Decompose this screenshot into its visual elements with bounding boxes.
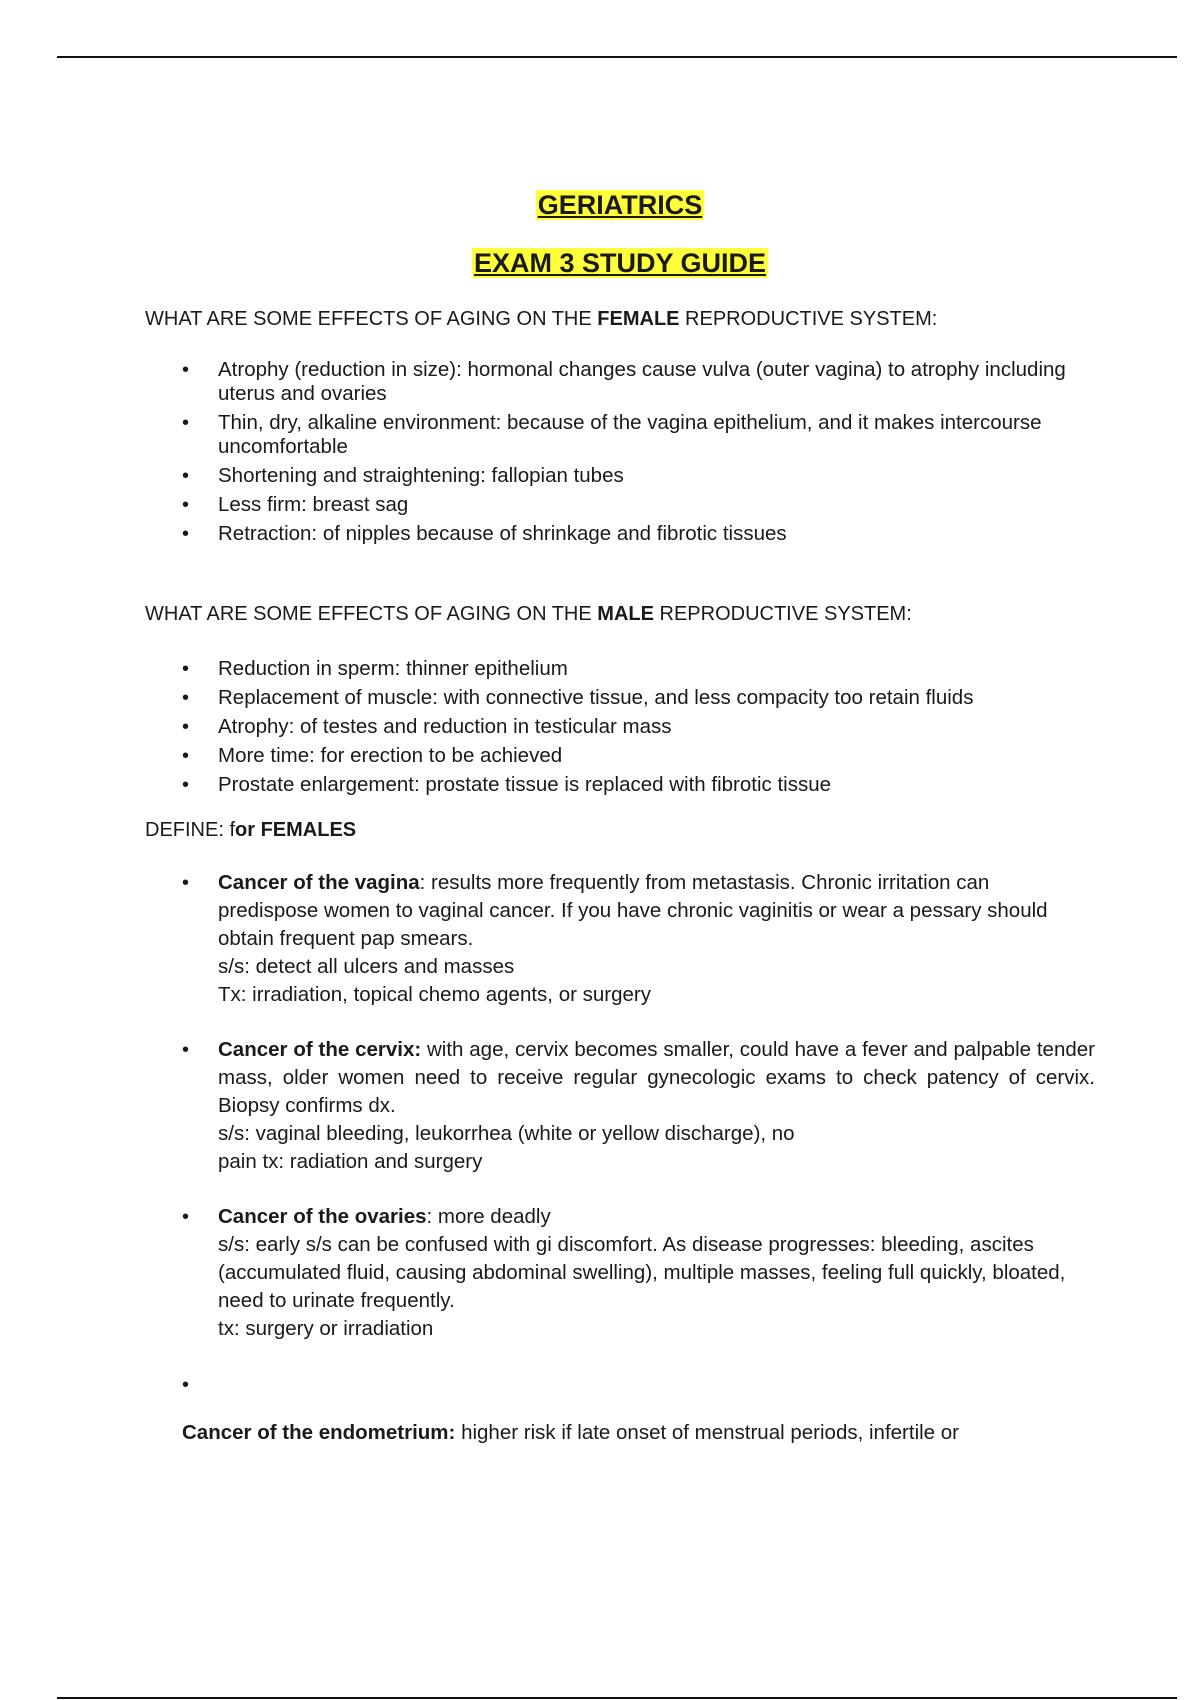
definition-item-ovaries	[145, 1203, 1095, 1343]
definition-line: s/s: detect all ulcers and masses	[218, 955, 515, 978]
definition-term: Cancer of the endometrium:	[182, 1420, 456, 1444]
male-heading: WHAT ARE SOME EFFECTS OF AGING ON THE MALE REPRODUCTIVE SYSTEM:	[145, 603, 912, 625]
definition-item-cervix	[145, 1036, 1095, 1176]
document-body	[145, 188, 1095, 1467]
definition-term: Cancer of the cervix:	[218, 1038, 422, 1061]
list-item: • Less firm: breast sag	[145, 493, 1095, 517]
definition-desc: higher risk if late onset of menstrual periods, infertile or	[455, 1420, 959, 1444]
list-item: • Atrophy (reduction in size): hormonal changes cause vulva (outer vagina) to atrophy including uterus and ovaries	[145, 358, 1095, 406]
definition-line: Tx: irradiation, topical chemo agents, or surgery	[218, 983, 651, 1006]
list-item: • More time: for erection to be achieved	[145, 744, 1095, 768]
list-item: • Replacement of muscle: with connective tissue, and less compacity too retain fluids	[145, 686, 1095, 710]
female-heading: WHAT ARE SOME EFFECTS OF AGING ON THE FEMALE REPRODUCTIVE SYSTEM:	[145, 308, 938, 330]
page-title: GERIATRICS	[537, 190, 703, 220]
definition-line: pain tx: radiation and surgery	[218, 1150, 483, 1173]
page-subtitle: EXAM 3 STUDY GUIDE	[473, 248, 767, 278]
list-item: • Reduction in sperm: thinner epithelium	[145, 657, 1095, 681]
empty-bullet	[145, 1370, 1095, 1398]
list-item: • Thin, dry, alkaline environment: because of the vagina epithelium, and it makes intercourse uncomfortable	[145, 411, 1095, 459]
female-effects-list	[145, 358, 1095, 546]
list-item: • Shortening and straightening: fallopian tubes	[145, 464, 1095, 488]
definition-item-vagina	[145, 869, 1095, 1009]
definition-line: tx: surgery or irradiation	[218, 1317, 434, 1340]
male-effects-list	[145, 657, 1095, 797]
list-item: • Atrophy: of testes and reduction in testicular mass	[145, 715, 1095, 739]
definition-desc: with age, cervix becomes smaller, could have a fever and palpable tender mass, older women need to receive regular gynecologic exams to check patency of cervix. Biopsy confirms dx.	[218, 1038, 1095, 1117]
list-item: • Retraction: of nipples because of shrinkage and fibrotic tissues	[145, 522, 1095, 546]
list-item: • Prostate enlargement: prostate tissue is replaced with fibrotic tissue	[145, 773, 1095, 797]
definition-line: s/s: early s/s can be confused with gi discomfort. As disease progresses: bleeding, ascites (accumulated fluid, causing abdominal swelling), multiple masses, feeling full quickly, bloated, need to urinate frequently.	[218, 1233, 1066, 1312]
define-heading: DEFINE: for FEMALES	[145, 819, 357, 841]
top-rule	[57, 56, 1177, 58]
definition-desc: : more deadly	[426, 1205, 551, 1228]
bottom-rule	[57, 1697, 1177, 1699]
definitions-list	[145, 869, 1095, 1343]
definition-line: s/s: vaginal bleeding, leukorrhea (white or yellow discharge), no	[218, 1122, 795, 1145]
definition-term: Cancer of the vagina	[218, 871, 420, 894]
definition-item-endometrium	[182, 1419, 1095, 1447]
definition-desc: : results more frequently from metastasis. Chronic irritation can predispose women to vaginal cancer. If you have chronic vaginitis or wear a pessary should obtain frequent pap smears.	[218, 871, 1048, 950]
definition-term: Cancer of the ovaries	[218, 1205, 427, 1228]
